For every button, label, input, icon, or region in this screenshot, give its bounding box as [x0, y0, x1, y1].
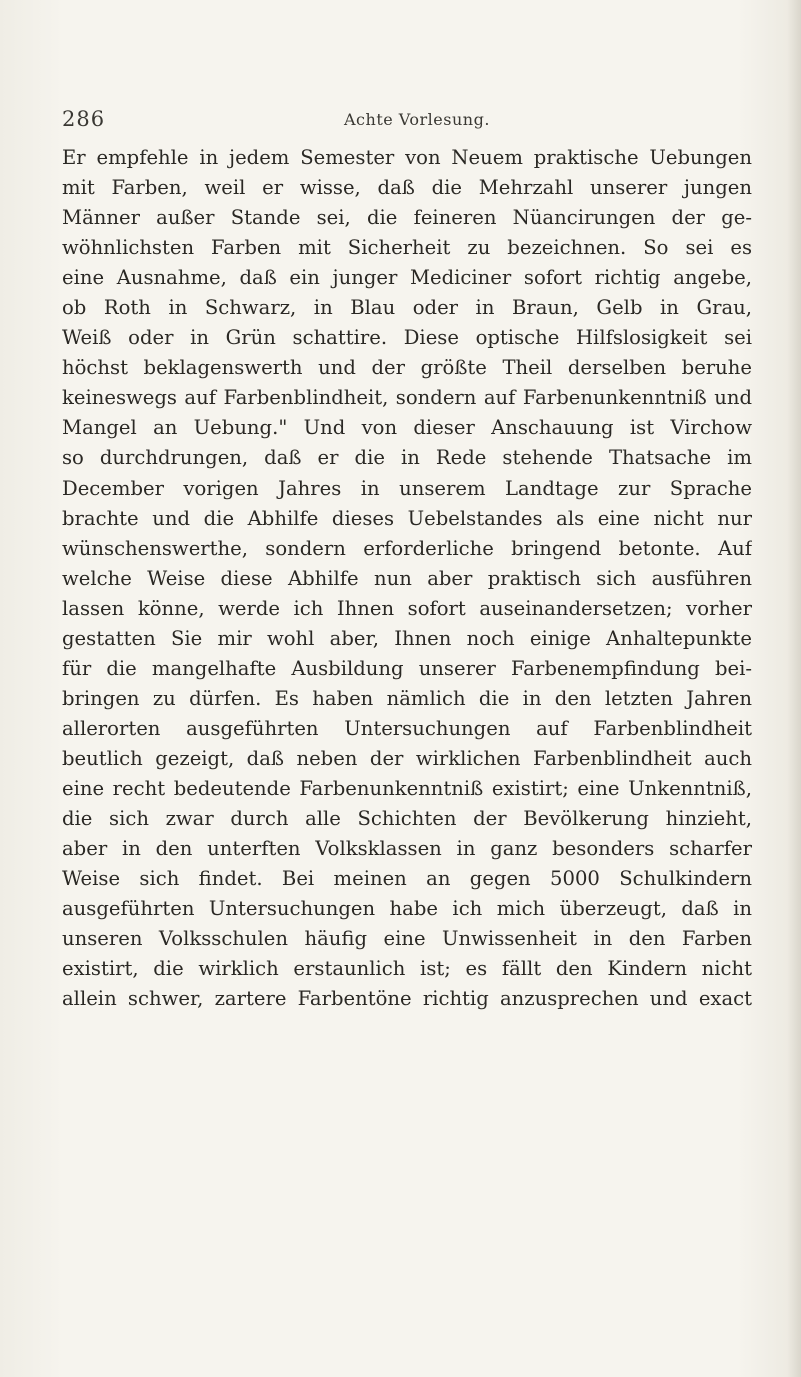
text-line: eine recht bedeutende Farbenunkenntniß existirt; eine Unkenntniß,: [62, 776, 752, 800]
running-title: Achte Vorlesung.: [344, 110, 490, 129]
text-line: ausgeführten Untersuchungen habe ich mich überzeugt, daß in: [62, 897, 752, 921]
text-line: Er empfehle in jedem Semester von Neuem praktische Uebungen: [62, 146, 752, 169]
text-line: keineswegs auf Farbenblindheit, sondern auf Farbenunkenntniß und: [62, 386, 752, 410]
text-line: bringen zu dürfen. Es haben nämlich die in den letzten Jahren: [62, 686, 752, 710]
text-line: aber in den unterften Volksklassen in ganz besonders scharfer: [62, 837, 752, 861]
text-line: Mangel an Uebung." Und von dieser Anschauung ist Virchow: [62, 416, 752, 440]
text-line: wünschenswerthe, sondern erforderliche bringend betonte. Auf: [62, 536, 752, 560]
text-line: December vorigen Jahres in unserem Landtage zur Sprache: [62, 476, 752, 500]
text-line: welche Weise diese Abhilfe nun aber praktisch sich ausführen: [62, 566, 752, 590]
text-line: mit Farben, weil er wisse, daß die Mehrzahl unserer jungen: [62, 176, 752, 200]
text-line: Weiß oder in Grün schattire. Diese optische Hilfslosigkeit sei: [62, 326, 752, 350]
page-number: 286: [62, 107, 106, 131]
text-line: für die mangelhafte Ausbildung unserer Farbenempfindung bei-: [62, 656, 752, 680]
text-line: lassen könne, werde ich Ihnen sofort auseinandersetzen; vorher: [62, 596, 752, 620]
text-line: die sich zwar durch alle Schichten der Bevölkerung hinzieht,: [62, 807, 752, 831]
text-line: Weise sich findet. Bei meinen an gegen 5000 Schulkindern: [62, 867, 752, 891]
text-line: Männer außer Stande sei, die feineren Nüancirungen der ge-: [62, 206, 752, 230]
text-line: wöhnlichsten Farben mit Sicherheit zu bezeichnen. So sei es: [62, 236, 752, 260]
text-line: so durchdrungen, daß er die in Rede stehende Thatsache im: [62, 446, 752, 470]
text-line: unseren Volksschulen häufig eine Unwissenheit in den Farben: [62, 927, 752, 951]
text-line: allerorten ausgeführten Untersuchungen auf Farbenblindheit: [62, 716, 752, 740]
text-line: brachte und die Abhilfe dieses Uebelstandes als eine nicht nur: [62, 506, 752, 530]
body-paragraph: [62, 143, 752, 1014]
text-line: gestatten Sie mir wohl aber, Ihnen noch einige Anhaltepunkte: [62, 626, 752, 650]
text-line: existirt, die wirklich erstaunlich ist; es fällt den Kindern nicht: [62, 957, 752, 981]
text-line: ob Roth in Schwarz, in Blau oder in Braun, Gelb in Grau,: [62, 296, 752, 320]
page-edge-shadow: [787, 0, 801, 1377]
text-line: höchst beklagenswerth und der größte Theil derselben beruhe: [62, 356, 752, 380]
text-line: allein schwer, zartere Farbentöne richtig anzusprechen und exact: [62, 987, 752, 1011]
text-line: eine Ausnahme, daß ein junger Mediciner sofort richtig angebe,: [62, 266, 752, 290]
text-line: beutlich gezeigt, daß neben der wirklichen Farbenblindheit auch: [62, 746, 752, 770]
